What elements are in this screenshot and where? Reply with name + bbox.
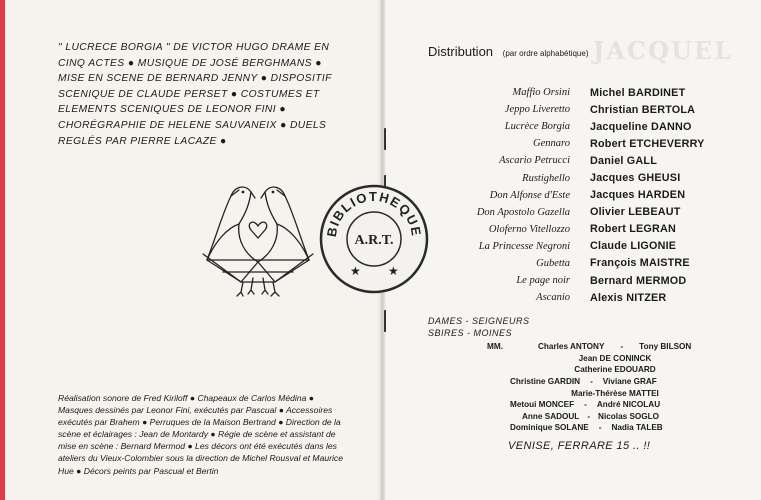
extras-groups [428,315,530,339]
actor: Jacques GHEUSI [590,172,681,185]
heading-note: (par ordre alphabétique) [502,49,589,58]
credit-line: DUELS REGLÉS PAR PIERRE LACAZE [58,119,327,147]
bullet: ● [278,405,284,416]
credit-line: MISE EN SCENE DE BERNARD JENNY [58,73,258,85]
ensemble-name: Jean DE CONINCK [578,353,652,363]
bullet: ● [220,135,227,147]
cast-list [420,84,720,306]
credit-line: Perruques de la Maison Bertrand [149,417,276,428]
bullet: ● [280,119,287,131]
star-icon: ★ [388,264,399,278]
ensemble-line [510,341,720,353]
credit-line: Accessoires exécutés par Brahem [58,405,333,428]
cast-row [420,204,720,221]
role: Lucrèce Borgia [504,121,570,133]
ensemble-name: Nadia TALEB [611,423,663,433]
role: Ascanio [536,292,570,304]
dash-separator: - [598,423,602,433]
dash-separator: - [584,400,587,410]
role: Rustighello [522,172,570,184]
role: Gubetta [536,257,570,269]
credit-line: MUSIQUE DE JOSÉ BERGHMANS [137,57,312,69]
library-stamp [318,183,430,295]
bullet: ● [260,73,268,85]
production-credits [58,40,348,149]
actor: Alexis NITZER [590,291,667,304]
role: Don Apostolo Gazella [476,206,570,218]
credit-line: Masques dessinés par Leonor Fini, exécutés par Pascual [58,405,277,416]
ensemble-line [510,399,720,411]
staple-mark [384,310,390,332]
bullet: ● [315,57,322,69]
actor: François MAISTRE [590,257,690,270]
ensemble-name: André NICOLAU [596,400,661,410]
credit-line: Chapeaux de Carlos Médina [197,393,307,403]
cast-row [420,118,720,135]
ensemble-name: Charles ANTONY [538,342,605,352]
technical-credits [58,392,348,477]
actor: Jacqueline DANNO [590,120,692,133]
cast-row [420,101,720,118]
credit-line: Décors peints par Pascual et Bertin [83,465,219,476]
stamp-center-text: A.R.T. [354,233,394,248]
role: Oloferno Vitellozzo [488,223,570,235]
distribution-heading [428,44,589,59]
actor: Bernard MERMOD [590,274,687,287]
ensemble-name: Nicolas SOGLO [598,411,660,421]
actor: Claude LIGONIE [590,240,677,253]
ensemble-line [510,353,720,365]
dash-separator: - [587,411,591,421]
role: Maffio Orsini [512,87,570,99]
actor: Olivier LEBEAUT [590,206,681,219]
bleed-through-title: JACQUEL [593,36,734,65]
bullet: ● [279,104,286,116]
ensemble-name: Anne SADOUL [522,411,580,421]
groups-line: SBIRES - MOINES [428,328,513,338]
actor: Jacques HARDEN [590,189,686,202]
ensemble-line [510,411,720,423]
role: Jeppo Liveretto [504,104,570,116]
ensemble-name: Catherine EDOUARD [574,365,656,375]
bullet: ● [187,441,193,452]
cast-row [420,221,720,238]
ensemble-name: Tony BILSON [639,342,692,352]
bullet: ● [210,429,216,440]
cast-row [420,255,720,272]
credit-line: Les décors ont été exécutés dans les ateliers du Vieux-Colombier sous la direction de Michel Rousval et Maurice Hue [58,441,343,476]
role: Le page noir [516,275,570,287]
cast-row [420,238,720,255]
ensemble-line [510,422,720,434]
cast-row [420,289,720,306]
cast-row [420,187,720,204]
two-birds-heart-illustration [193,178,323,298]
groups-line: DAMES - SEIGNEURS [428,316,530,326]
cast-row [420,169,720,186]
setting-line: VENISE, FERRARE 15 .. !! [508,440,651,452]
ensemble-line [510,387,720,399]
cast-row [420,152,720,169]
role: La Princesse Negroni [478,240,570,252]
dash-separator: - [620,342,624,352]
bullet: ● [127,57,135,69]
bullet: ● [278,417,284,428]
credit-line: Direction de la scène et éclairages : Jean de Montardy [58,417,341,440]
actor: Robert LEGRAN [590,223,676,236]
bullet: ● [189,393,196,403]
ensemble-name: Marie-Thérèse MATTEI [571,388,659,398]
actor: Christian BERTOLA [590,103,696,116]
bullet: ● [308,393,314,403]
dash-separator: - [590,377,593,387]
ensemble-list [510,341,720,434]
stamp-ring-text: BIBLIOTHEQUE [323,188,425,239]
role: Don Alfonse d'Este [489,189,570,201]
role: Ascario Petrucci [499,155,570,167]
credit-line: " LUCRECE BORGIA " DE VICTOR HUGO DRAME EN CINQ ACTES [58,42,330,69]
cast-row [420,135,720,152]
cast-row [420,272,720,289]
star-icon: ★ [350,264,361,278]
credit-line: Régie de scène et assistant de mise en scène : Bernard Mermod [58,429,336,452]
credit-line: Réalisation sonore de Fred Kiriloff [58,393,188,403]
actor: Michel BARDINET [590,86,686,99]
ensemble-line [510,376,720,388]
bullet: ● [76,465,82,476]
actor: Daniel GALL [590,154,657,167]
mm-label: MM. [487,342,503,351]
ensemble-line [510,364,720,376]
credit-line: DISPOSITIF SCENIQUE DE CLAUDE PERSET [58,73,332,100]
heading-text: Distribution [428,44,494,59]
actor: Robert ETCHEVERRY [590,137,705,150]
cast-row [420,84,720,101]
bullet: ● [142,417,148,428]
role: Gennaro [533,138,570,150]
credit-line: COSTUMES ET ELEMENTS SCENIQUES DE LEONOR FINI [58,88,320,116]
bullet: ● [230,88,238,100]
ensemble-name: Dominique SOLANE [510,423,589,433]
ensemble-name: Viviane GRAF [602,377,657,387]
ensemble-name: Christine GARDIN [510,377,581,387]
credit-line: CHORÉGRAPHIE DE HELENE SAUVANEIX [58,119,277,131]
staple-mark [384,128,390,150]
ensemble-name: Metoui MONCEF [510,400,575,410]
